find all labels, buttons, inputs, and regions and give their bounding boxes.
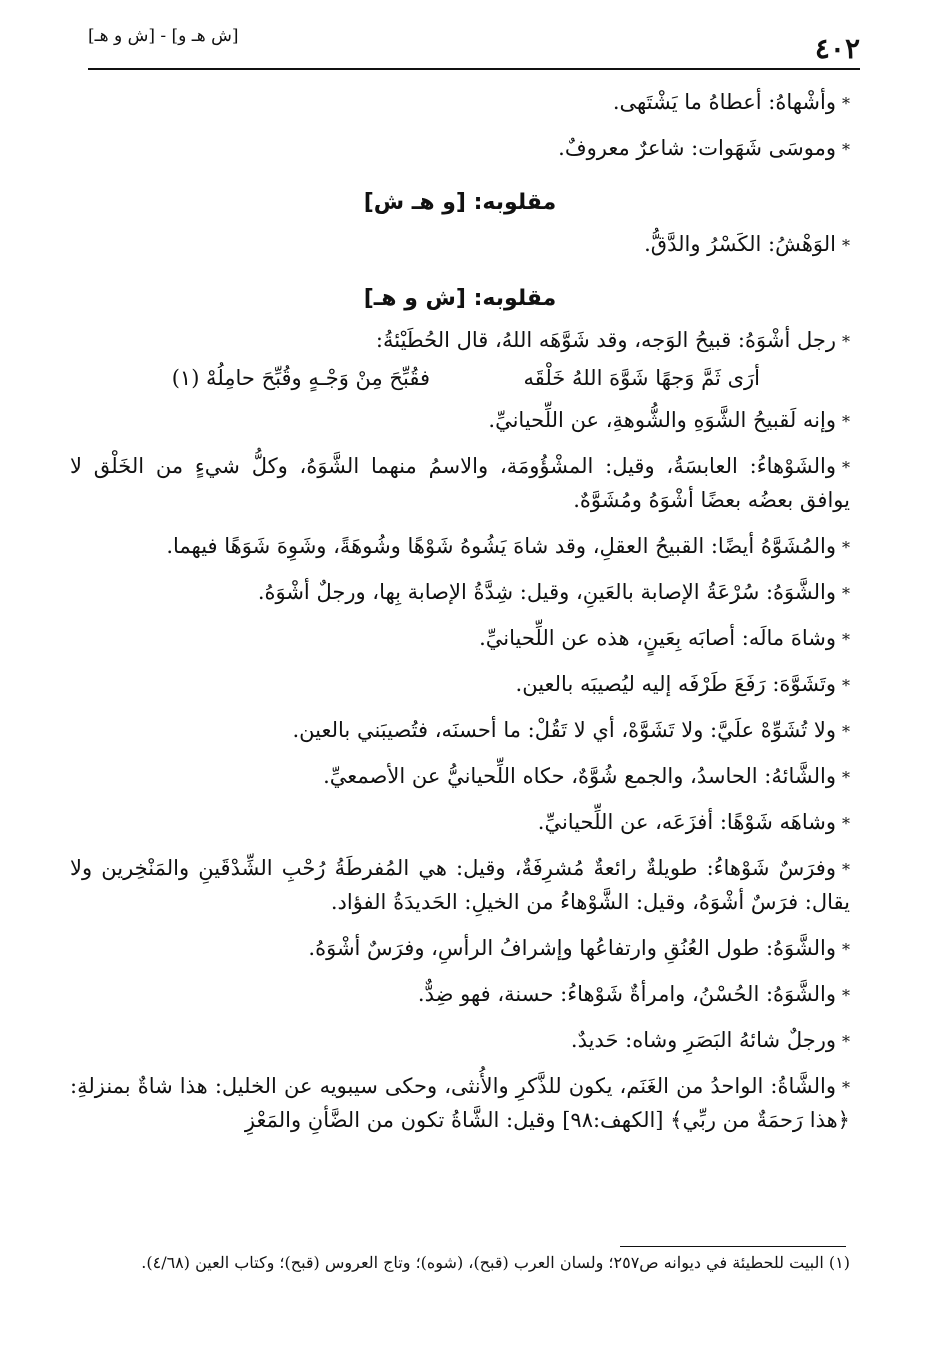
entry <box>70 324 850 360</box>
entry-star: * <box>842 630 850 649</box>
entry-star: * <box>842 722 850 741</box>
entry <box>70 530 850 576</box>
entry-text: والشَّوَهُ: طول العُنُقِ وارتفاعُها وإشرافُ الرأسِ، وفرَسٌ أشْوَهُ. <box>308 936 836 960</box>
footnote: (١) البيت للحطيئة في ديوانه ص٢٥٧؛ ولسان العرب (قبح)، (شوه)؛ وتاج العروس (قبح)؛ وكتاب العين (٤/٦٨). <box>141 1253 850 1272</box>
page-body <box>70 86 850 1150</box>
poetry-verse <box>70 360 850 404</box>
entry-star: * <box>842 940 850 959</box>
entry <box>70 852 850 932</box>
entry-text: وإنه لَقبيحُ الشَّوَهِ والشُّوهةِ، عن اللِّحيانيِّ. <box>488 408 836 432</box>
entry-star: * <box>842 458 850 477</box>
entry-text: ولا تُشَوِّهْ علَيَّ: ولا تَشَوَّهْ، أي لا تَقُلْ: ما أحسنَه، فتُصيبَني بالعين. <box>292 718 836 742</box>
entry-star: * <box>842 140 850 159</box>
entry <box>70 576 850 622</box>
entry-star: * <box>842 986 850 1005</box>
entry <box>70 404 850 450</box>
entry-text: والشَوْهاءُ: العابسَةُ، وقيل: المشْؤُومَة، والاسمُ منهما الشَّوَهُ، وكلُّ شيءٍ من الخَلْق لا يوافق بعضُه بعضًا أشْوَهُ ومُشَوَّهٌ. <box>70 454 850 512</box>
entry-star: * <box>842 584 850 603</box>
entry <box>70 86 850 132</box>
entry-star: * <box>842 768 850 787</box>
entry <box>70 668 850 714</box>
entry-star: * <box>842 94 850 113</box>
entry-text: الوَهْشُ: الكَسْرُ والدَّقُّ. <box>644 232 836 256</box>
entry <box>70 132 850 178</box>
entry-text: ورجلٌ شائهُ البَصَرِ وشاه: حَديدٌ. <box>570 1028 836 1052</box>
entry <box>70 622 850 668</box>
entry-text: رجل أشْوَهُ: قبيحُ الوَجه، وقد شَوَّهَه اللهُ، قال الحُطَيْئةُ: <box>375 328 836 352</box>
entry-star: * <box>842 860 850 879</box>
entry-text: وشاهَه شَوْهًا: أفزَعَه، عن اللِّحيانيِّ. <box>537 810 836 834</box>
entry-text: وفرَسٌ شَوْهاءُ: طويلةٌ رائعةٌ مُشرِفَةٌ، وقيل: هي المُفرطَةُ رُحْبِ الشِّدْقَينِ والمَنْخِرين ولا يقال: فرَسٌ أشْوَهُ، وقيل: الشَّوْهاءُ من الخيلِ: الحَديدَةُ الفؤاد. <box>70 856 850 914</box>
entry-text: وأشْهاهُ: أعطاهُ ما يَشْتَهى. <box>612 90 836 114</box>
verse-hemistich-first: أرَى ثَمَّ وَجهًا شَوَّهَ اللهُ خَلْقَه <box>523 366 760 390</box>
entry-star: * <box>842 1078 850 1097</box>
section-heading: مقلوبه: [و هـ ش] <box>363 190 557 215</box>
entry <box>70 806 850 852</box>
entry <box>70 1070 850 1150</box>
entry <box>70 932 850 978</box>
entry-text: والشَّوَهُ: الحُسْنُ، وامرأةٌ شَوْهاءُ: حسنة، فهو ضِدٌّ. <box>417 982 836 1006</box>
entry-star: * <box>842 538 850 557</box>
entry <box>70 228 850 274</box>
running-head: [ش هـ و] - [ش و هـ] <box>88 26 239 46</box>
header-rule <box>88 68 860 70</box>
page-header <box>88 20 860 72</box>
entry <box>70 1024 850 1070</box>
entry-text: والشَّاةُ: الواحدُ من الغَنَم، يكون للذَّكرِ والأُنثى، وحكى سيبويه عن الخليل: هذا شاةٌ بمنزلةِ: ﴿هذا رَحمَةٌ من ربِّي﴾ [الكهف:٩٨] وقيل: الشَّاةُ تكون من الضَّأنِ والمَعْزِ <box>70 1074 850 1132</box>
page-number: ٤٠٢ <box>814 32 860 65</box>
entry-star: * <box>842 814 850 833</box>
entry-text: والشَّوَهُ: سُرْعَةُ الإصابة بالعَينِ، وقيل: شِدَّةُ الإصابة بِها، ورجلٌ أشْوَهُ. <box>257 580 836 604</box>
entry-star: * <box>842 236 850 255</box>
entry-text: وتَشَوَّهَ: رَفَعَ طَرْفَه إليه ليُصيبَه بالعين. <box>515 672 836 696</box>
verse-hemistich-second: فقُبِّحَ مِنْ وَجْـهٍ وقُبِّحَ حامِلُهْ (١) <box>171 366 430 390</box>
entry-star: * <box>842 1032 850 1051</box>
entry <box>70 760 850 806</box>
entry-text: والمُشَوَّهُ أيضًا: القبيحُ العقلِ، وقد شاهَ يَشُوهُ شَوْهًا وشُوهَةً، وشَوِهَ شَوَهًا فيهما. <box>166 534 836 558</box>
entry-star: * <box>842 412 850 431</box>
entry <box>70 978 850 1024</box>
entry-text: وشاهَ مالَه: أصابَه بِعَينٍ، هذه عن اللِّحيانيِّ. <box>479 626 836 650</box>
entry-star: * <box>842 676 850 695</box>
entry-text: والشَّائهُ: الحاسدُ، والجمع شُوَّهٌ، حكاه اللِّحيانيُّ عن الأصمعيِّ. <box>323 764 836 788</box>
footnote-rule <box>620 1246 846 1247</box>
entry-star: * <box>842 332 850 351</box>
entry <box>70 450 850 530</box>
entry <box>70 714 850 760</box>
section-heading: مقلوبه: [ش و هـ] <box>363 286 557 311</box>
entry-text: وموسَى شَهَوات: شاعرٌ معروفٌ. <box>558 136 836 160</box>
